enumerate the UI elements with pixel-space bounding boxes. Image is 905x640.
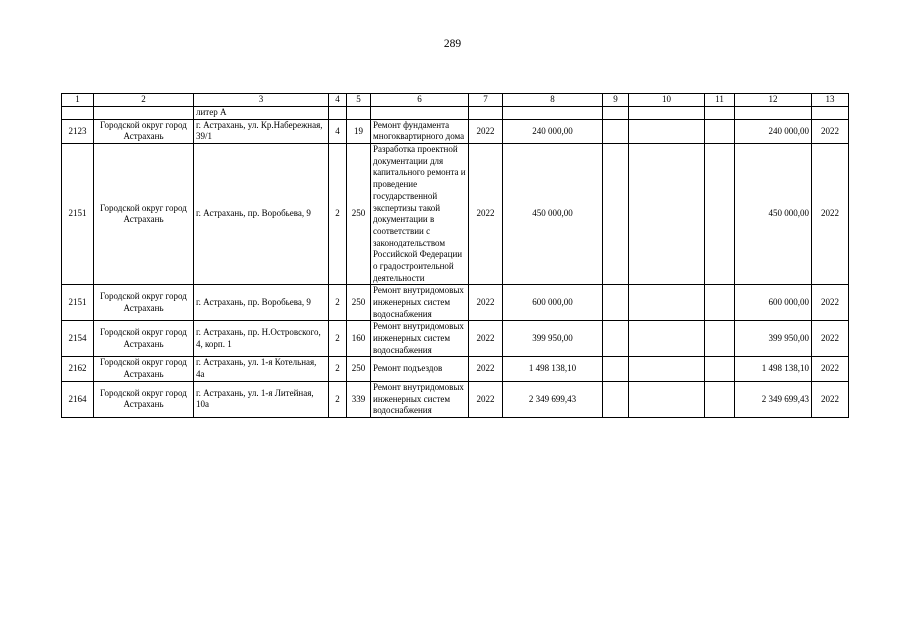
column-5-cell: 250: [347, 285, 371, 321]
column-numbers-row: [62, 94, 849, 107]
total-cell: 450 000,00: [735, 144, 812, 285]
column-5-cell: 160: [347, 321, 371, 357]
address-cell: г. Астрахань, ул. 1-я Литейная, 10а: [194, 381, 329, 417]
table-cell: [705, 107, 735, 120]
year-cell: 2022: [469, 119, 503, 143]
year-end-cell: 2022: [812, 381, 849, 417]
district-cell: Городской округ город Астрахань: [94, 285, 194, 321]
column-header: 8: [503, 94, 603, 107]
column-11-cell: [705, 321, 735, 357]
table-row: [62, 381, 849, 417]
total-cell: 600 000,00: [735, 285, 812, 321]
table-cell: [371, 107, 469, 120]
column-header: 6: [371, 94, 469, 107]
year-cell: 2022: [469, 285, 503, 321]
table-cell: [347, 107, 371, 120]
work-type-cell: Ремонт подъездов: [371, 357, 469, 381]
address-cell: г. Астрахань, пр. Н.Островского, 4, корп. 1: [194, 321, 329, 357]
work-type-cell: Ремонт фундамента многоквартирного дома: [371, 119, 469, 143]
column-10-cell: [629, 144, 705, 285]
column-header: 3: [194, 94, 329, 107]
address-cell: г. Астрахань, ул. Кр.Набережная, 39/1: [194, 119, 329, 143]
address-cell: г. Астрахань, пр. Воробьева, 9: [194, 144, 329, 285]
amount-cell: 399 950,00: [503, 321, 603, 357]
work-type-cell: Разработка проектной документации для капитального ремонта и проведение государственной экспертизы такой документации в соответствии с законодательством Российской Федерации о градостроительной деятельности: [371, 144, 469, 285]
row-number-cell: 2164: [62, 381, 94, 417]
table-cell: [94, 107, 194, 120]
column-header: 13: [812, 94, 849, 107]
column-11-cell: [705, 285, 735, 321]
table-cell: [469, 107, 503, 120]
continuation-row: [62, 107, 849, 120]
column-4-cell: 2: [329, 321, 347, 357]
row-number-cell: 2154: [62, 321, 94, 357]
table-row: [62, 357, 849, 381]
amount-cell: 1 498 138,10: [503, 357, 603, 381]
column-10-cell: [629, 357, 705, 381]
address-cell: г. Астрахань, пр. Воробьева, 9: [194, 285, 329, 321]
column-header: 5: [347, 94, 371, 107]
total-cell: 2 349 699,43: [735, 381, 812, 417]
column-header: 2: [94, 94, 194, 107]
column-header: 1: [62, 94, 94, 107]
district-cell: Городской округ город Астрахань: [94, 119, 194, 143]
row-number-cell: 2123: [62, 119, 94, 143]
row-number-cell: 2151: [62, 285, 94, 321]
table-row: [62, 144, 849, 285]
column-header: 10: [629, 94, 705, 107]
column-4-cell: 2: [329, 381, 347, 417]
column-9-cell: [603, 357, 629, 381]
total-cell: 1 498 138,10: [735, 357, 812, 381]
work-type-cell: Ремонт внутридомовых инженерных систем водоснабжения: [371, 321, 469, 357]
column-5-cell: 250: [347, 357, 371, 381]
year-end-cell: 2022: [812, 285, 849, 321]
table-cell: [62, 107, 94, 120]
amount-cell: 2 349 699,43: [503, 381, 603, 417]
table-cell: [629, 107, 705, 120]
column-9-cell: [603, 144, 629, 285]
work-type-cell: Ремонт внутридомовых инженерных систем водоснабжения: [371, 381, 469, 417]
row-number-cell: 2162: [62, 357, 94, 381]
column-header: 9: [603, 94, 629, 107]
column-9-cell: [603, 119, 629, 143]
column-5-cell: 19: [347, 119, 371, 143]
column-4-cell: 4: [329, 119, 347, 143]
page-number: 289: [443, 38, 462, 50]
column-5-cell: 250: [347, 144, 371, 285]
column-header: 7: [469, 94, 503, 107]
year-cell: 2022: [469, 144, 503, 285]
column-10-cell: [629, 381, 705, 417]
column-9-cell: [603, 381, 629, 417]
work-type-cell: Ремонт внутридомовых инженерных систем водоснабжения: [371, 285, 469, 321]
amount-cell: 450 000,00: [503, 144, 603, 285]
column-10-cell: [629, 119, 705, 143]
table-cell: [503, 107, 603, 120]
year-end-cell: 2022: [812, 321, 849, 357]
table-cell: [812, 107, 849, 120]
year-end-cell: 2022: [812, 357, 849, 381]
column-11-cell: [705, 119, 735, 143]
column-10-cell: [629, 321, 705, 357]
column-11-cell: [705, 357, 735, 381]
column-4-cell: 2: [329, 144, 347, 285]
address-cell: г. Астрахань, ул. 1-я Котельная, 4а: [194, 357, 329, 381]
column-9-cell: [603, 285, 629, 321]
table-cell: [603, 107, 629, 120]
column-header: 11: [705, 94, 735, 107]
year-cell: 2022: [469, 381, 503, 417]
table-row: [62, 285, 849, 321]
table-cell: [329, 107, 347, 120]
total-cell: 399 950,00: [735, 321, 812, 357]
column-4-cell: 2: [329, 357, 347, 381]
district-cell: Городской округ город Астрахань: [94, 357, 194, 381]
column-header: 12: [735, 94, 812, 107]
column-4-cell: 2: [329, 285, 347, 321]
year-cell: 2022: [469, 357, 503, 381]
column-11-cell: [705, 381, 735, 417]
row-number-cell: 2151: [62, 144, 94, 285]
column-9-cell: [603, 321, 629, 357]
total-cell: 240 000,00: [735, 119, 812, 143]
district-cell: Городской округ город Астрахань: [94, 321, 194, 357]
year-cell: 2022: [469, 321, 503, 357]
works-table: [61, 93, 849, 418]
address-cell: литер А: [194, 107, 329, 120]
table-row: [62, 321, 849, 357]
table-cell: [735, 107, 812, 120]
year-end-cell: 2022: [812, 119, 849, 143]
column-header: 4: [329, 94, 347, 107]
district-cell: Городской округ город Астрахань: [94, 144, 194, 285]
amount-cell: 600 000,00: [503, 285, 603, 321]
column-11-cell: [705, 144, 735, 285]
district-cell: Городской округ город Астрахань: [94, 381, 194, 417]
column-5-cell: 339: [347, 381, 371, 417]
year-end-cell: 2022: [812, 144, 849, 285]
amount-cell: 240 000,00: [503, 119, 603, 143]
column-10-cell: [629, 285, 705, 321]
table-row: [62, 119, 849, 143]
